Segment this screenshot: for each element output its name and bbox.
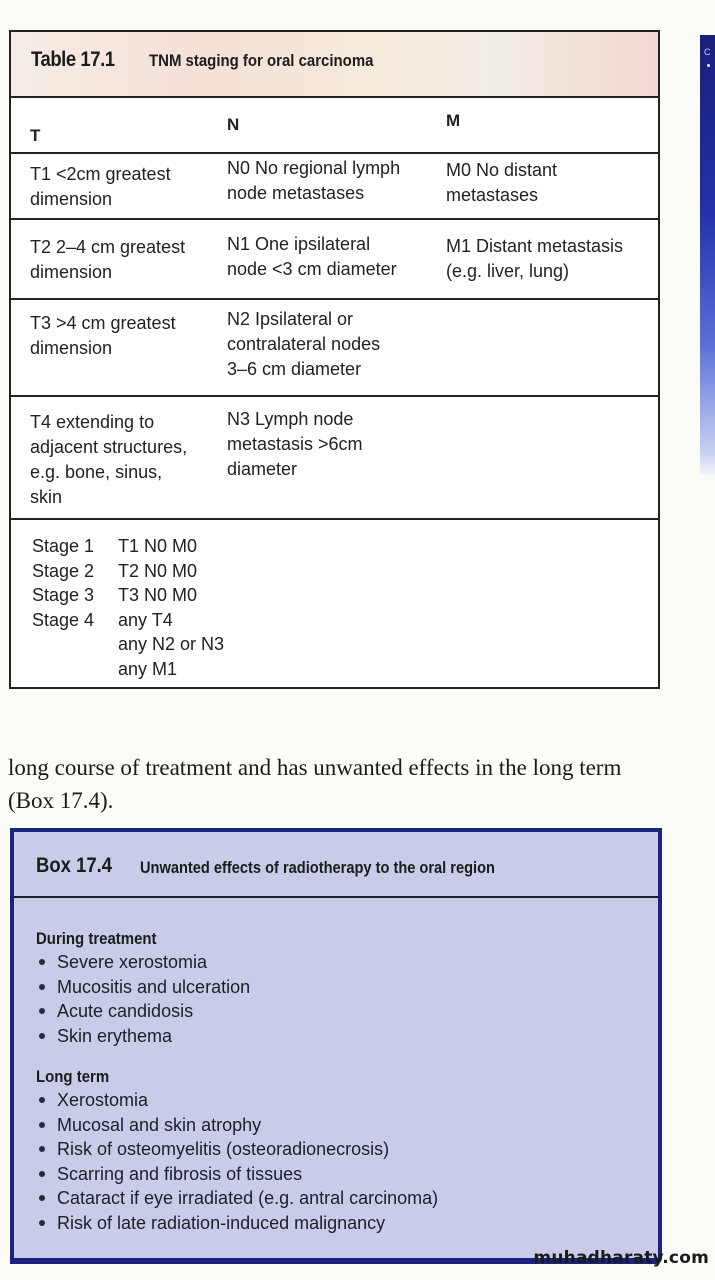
list-item-text: Cataract if eye irradiated (e.g. antral carcinoma) [57, 1188, 439, 1208]
tnm-staging-table [9, 30, 660, 689]
cell-t1: T1 <2cm greatest dimension [30, 164, 171, 209]
cell-t2: T2 2–4 cm greatest dimension [30, 237, 186, 282]
section-heading: During treatment [36, 929, 157, 948]
list-item [36, 1162, 438, 1187]
list-item [36, 1186, 438, 1211]
list-item [36, 975, 250, 1000]
list-item-text: Mucosal and skin atrophy [57, 1114, 262, 1135]
adjacent-page-letter: C [704, 47, 711, 57]
list-item [36, 1088, 438, 1113]
box-header [14, 832, 658, 898]
stage-line [32, 657, 224, 682]
table-header-row [11, 96, 658, 154]
cell-t3: T3 >4 cm greatest dimension [30, 313, 176, 358]
list-item [36, 1024, 250, 1049]
list-item-text: Risk of osteomyelitis (osteoradionecrosis) [57, 1139, 390, 1159]
table-row [11, 397, 658, 520]
cell-t4: T4 extending to adjacent structures, e.g. bone, sinus, skin [30, 412, 188, 507]
site-watermark: muhadharaty.com [533, 1248, 709, 1268]
radiotherapy-effects-box [10, 828, 662, 1264]
box-title: Unwanted effects of radiotherapy to the oral region [140, 858, 495, 877]
table-row [11, 220, 658, 300]
stage-value: T3 N0 M0 [118, 585, 198, 605]
bullet-list [36, 950, 250, 1048]
list-item [36, 1113, 438, 1138]
stage-line [32, 534, 224, 559]
bullet-icon [39, 984, 45, 990]
bullet-icon [39, 1146, 45, 1152]
stage-label: Stage 3 [32, 585, 95, 605]
header-n: N [227, 115, 240, 134]
list-item-text: Risk of late radiation-induced malignancy [57, 1212, 386, 1233]
stage-grouping-row [11, 520, 658, 687]
bullet-icon [39, 1033, 45, 1039]
stage-line [32, 608, 224, 633]
list-item [36, 1137, 438, 1162]
table-title-bar [11, 32, 658, 98]
bullet-icon [39, 1220, 45, 1226]
table-row [11, 300, 658, 397]
section-during-treatment [36, 928, 250, 1048]
table-title: TNM staging for oral carcinoma [149, 51, 374, 70]
stage-line [32, 583, 224, 608]
stage-line [32, 559, 224, 584]
list-item [36, 999, 250, 1024]
cell-m0: M0 No distant metastases [446, 160, 558, 205]
cell-m1: M1 Distant metastasis (e.g. liver, lung) [446, 236, 624, 281]
header-m: M [446, 111, 461, 130]
list-item [36, 1211, 438, 1236]
stage-list [32, 534, 224, 681]
stage-label: Stage 2 [32, 560, 95, 581]
list-item [36, 950, 250, 975]
list-item-text: Skin erythema [57, 1025, 173, 1046]
cell-n2: N2 Ipsilateral or contralateral nodes 3–6 cm diameter [227, 309, 381, 379]
bullet-icon [39, 1097, 45, 1103]
cell-n0: N0 No regional lymph node metastases [227, 158, 401, 203]
bullet-icon [39, 1171, 45, 1177]
list-item-text: Xerostomia [57, 1090, 149, 1110]
stage-value: any N2 or N3 [118, 634, 225, 654]
section-long-term [36, 1066, 438, 1235]
adjacent-page-bullet-icon [707, 64, 710, 67]
stage-value: any M1 [118, 658, 178, 679]
list-item-text: Acute candidosis [57, 1001, 194, 1021]
list-item-text: Severe xerostomia [57, 952, 208, 972]
section-heading: Long term [36, 1067, 110, 1086]
table-number: Table 17.1 [31, 48, 115, 71]
stage-label: Stage 4 [32, 609, 95, 630]
table-row [11, 154, 658, 220]
body-paragraph: long course of treatment and has unwanted effects in the long term (Box 17.4). [8, 755, 622, 813]
stage-value: any T4 [118, 609, 173, 630]
stage-label [32, 632, 118, 657]
bullet-icon [39, 1195, 45, 1201]
bullet-list [36, 1088, 438, 1235]
stage-label: Stage 1 [32, 536, 95, 556]
stage-value: T2 N0 M0 [118, 560, 198, 581]
box-number: Box 17.4 [36, 854, 113, 877]
stage-value: T1 N0 M0 [118, 536, 198, 556]
list-item-text: Scarring and fibrosis of tissues [57, 1163, 303, 1184]
stage-label [32, 657, 118, 682]
header-t: T [30, 126, 41, 145]
cell-n1: N1 One ipsilateral node <3 cm diameter [227, 234, 397, 279]
bullet-icon [39, 1122, 45, 1128]
adjacent-page-strip [700, 35, 715, 475]
stage-line [32, 632, 224, 657]
bullet-icon [39, 1008, 45, 1014]
cell-n3: N3 Lymph node metastasis >6cm diameter [227, 409, 363, 479]
list-item-text: Mucositis and ulceration [57, 976, 251, 997]
bullet-icon [39, 959, 45, 965]
